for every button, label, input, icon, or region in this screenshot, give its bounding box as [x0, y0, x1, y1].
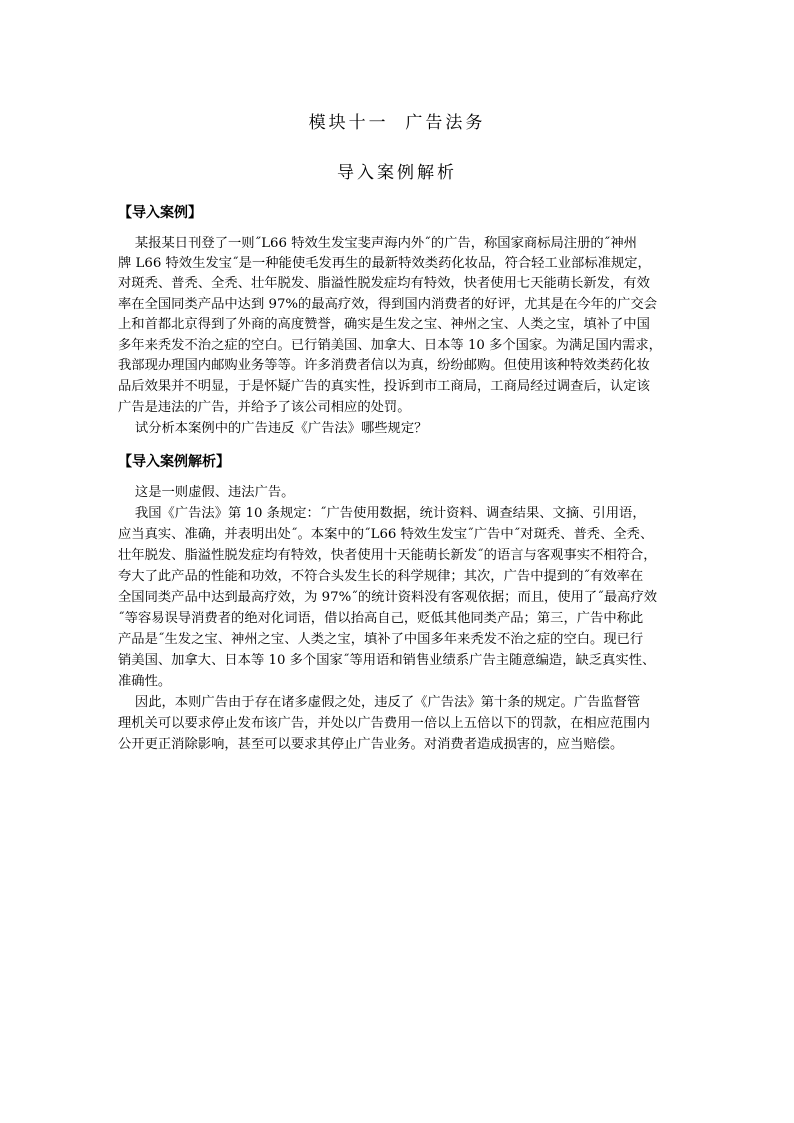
analysis-paragraph-line: 全国同类产品中达到最高疗效，为 97%˝的统计资料没有客观依据；而且，使用了˝最高疗效	[118, 590, 658, 605]
analysis-paragraph-line: 应当真实、准确，并表明出处˝。本案中的˝L66 特效生发宝˝广告中˝对斑秃、普秃、全秃、	[118, 527, 654, 542]
case-paragraph-line: 广告是违法的广告，并给予了该公司相应的处罚。	[118, 400, 411, 415]
case-paragraph-line: 某报某日刊登了一则˝L66 特效生发宝斐声海内外˝的广告，称国家商标局注册的˝神州	[118, 236, 637, 251]
case-paragraph-line: 率在全国同类产品中达到 97%的最高疗效，得到国内消费者的好评，尤其是在今年的广交会	[118, 297, 658, 312]
conclusion-paragraph-line: 理机关可以要求停止发布该广告，并处以广告费用一倍以上五倍以下的罚款，在相应范围内	[118, 716, 650, 731]
analysis-paragraph-line: 产品是˝生发之宝、神州之宝、人类之宝，填补了中国多年来秃发不治之症的空白。现已行	[118, 632, 644, 647]
analysis-paragraph-line: ˝等容易误导消费者的绝对化词语，借以抬高自己，贬低其他同类产品；第三，广告中称此	[118, 611, 644, 626]
analysis-paragraph-line: 销美国、加拿大、日本等 10 多个国家˝等用语和销售业绩系广告主随意编造，缺乏真实性、	[118, 653, 656, 668]
case-paragraph-line: 牌 L66 特效生发宝˝是一种能使毛发再生的最新特效类药化妆品，符合轻工业部标准规定，	[118, 256, 651, 271]
analysis-paragraph-line: 准确性。	[118, 674, 172, 689]
analysis-paragraph-line: 壮年脱发、脂溢性脱发症均有特效，快者使用十天能萌长新发˝的语言与客观事实不相符合，	[118, 548, 657, 563]
case-question-line: 试分析本案例中的广告违反《广告法》哪些规定？	[118, 421, 428, 436]
case-paragraph-line: 上和首都北京得到了外商的高度赞誉，确实是生发之宝、神州之宝、人类之宝，填补了中国	[118, 317, 650, 332]
conclusion-paragraph-line: 公开更正消除影响，甚至可以要求其停止广告业务。对消费者造成损害的，应当赔偿。	[118, 737, 624, 752]
analysis-paragraph-line: 我国《广告法》第 10 条规定：˝广告使用数据，统计资料、调查结果、文摘、引用语，	[118, 506, 646, 521]
analysis-paragraph-line: 这是一则虚假、违法广告。	[118, 485, 295, 500]
case-paragraph-line: 品后效果并不明显，于是怀疑广告的真实性，投诉到市工商局，工商局经过调查后，认定该	[118, 379, 650, 394]
page-subtitle: 导入案例解析	[337, 163, 457, 183]
conclusion-paragraph-line: 因此，本则广告由于存在诸多虚假之处，违反了《广告法》第十条的规定。广告监督管	[118, 695, 641, 710]
case-heading: 【导入案例】	[118, 205, 202, 221]
analysis-paragraph-line: 夸大了此产品的性能和功效，不符合头发生长的科学规律；其次，广告中提到的˝有效率在	[118, 569, 644, 584]
analysis-heading: 【导入案例解析】	[118, 454, 230, 470]
module-title: 模块十一 广告法务	[308, 113, 486, 133]
case-paragraph-line: 对斑秃、普秃、全秃、壮年脱发、脂溢性脱发症均有特效，快者使用七天能萌长新发，有效	[118, 276, 650, 291]
case-paragraph-line: 我部现办理国内邮购业务等等。许多消费者信以为真，纷纷邮购。但使用该种特效类药化妆	[118, 358, 650, 373]
case-paragraph-line: 多年来秃发不治之症的空白。已行销美国、加拿大、日本等 10 多个国家。为满足国内需求，	[118, 338, 662, 353]
